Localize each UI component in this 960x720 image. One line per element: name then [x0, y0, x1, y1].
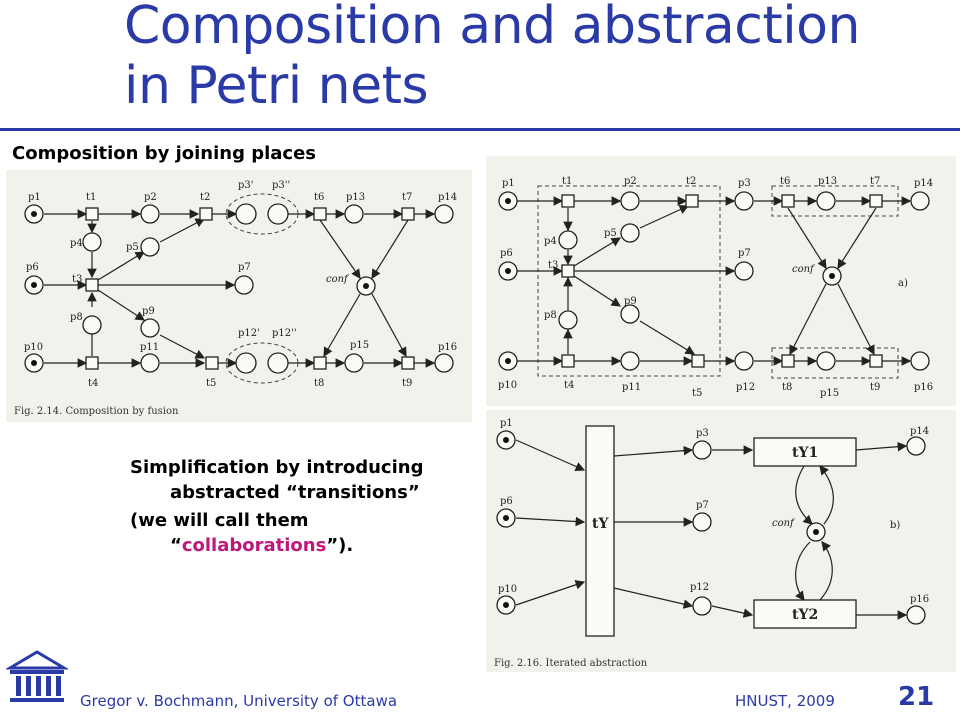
body-line-2: abstracted “transitions” — [170, 482, 420, 503]
label-t2: t2 — [686, 176, 697, 187]
label-t7: t7 — [402, 192, 413, 203]
label-p12: p12 — [690, 582, 710, 593]
label-t1: t1 — [562, 176, 573, 187]
label-p5: p5 — [126, 242, 139, 253]
page-number: 21 — [898, 682, 935, 712]
label-p6: p6 — [500, 496, 513, 507]
label-p4: p4 — [544, 236, 557, 247]
title-line-1: Composition and abstraction — [124, 0, 860, 56]
label-conf: conf — [772, 518, 794, 529]
close-quote: ”). — [326, 535, 354, 556]
title-line-2: in Petri nets — [124, 56, 429, 116]
label-p16: p16 — [438, 342, 458, 353]
label-tY: tY — [592, 516, 609, 532]
label-p10: p10 — [498, 584, 518, 595]
label-p9: p9 — [142, 306, 155, 317]
tag-a: a) — [898, 278, 908, 289]
label-t4: t4 — [564, 380, 575, 391]
label-p13: p13 — [818, 176, 838, 187]
label-t9: t9 — [402, 378, 413, 389]
label-conf: conf — [326, 274, 348, 285]
label-p15: p15 — [350, 340, 370, 351]
title-divider — [0, 128, 960, 131]
label-t9: t9 — [870, 382, 881, 393]
abstraction-diagram — [486, 410, 956, 672]
abstraction-caption: Fig. 2.16. Iterated abstraction — [494, 658, 648, 669]
label-p10: p10 — [24, 342, 44, 353]
label-p16: p16 — [914, 382, 934, 393]
label-p13: p13 — [346, 192, 366, 203]
label-p4: p4 — [70, 238, 83, 249]
label-p1: p1 — [502, 178, 515, 189]
label-t5: t5 — [692, 388, 703, 399]
label-p3b: p3'' — [272, 180, 291, 191]
label-tY2: tY2 — [792, 607, 819, 623]
label-t6: t6 — [314, 192, 325, 203]
fusion-caption: Fig. 2.14. Composition by fusion — [14, 406, 179, 417]
label-p14: p14 — [910, 426, 930, 437]
label-p5: p5 — [604, 228, 617, 239]
label-p14: p14 — [438, 192, 458, 203]
collaborations-highlight: collaborations — [181, 535, 327, 556]
label-t4: t4 — [88, 378, 99, 389]
fusion-figure — [6, 170, 472, 422]
label-t8: t8 — [314, 378, 325, 389]
label-p7: p7 — [238, 262, 251, 273]
label-p1: p1 — [500, 418, 513, 429]
university-building-icon — [6, 648, 68, 712]
label-p2: p2 — [624, 176, 637, 187]
slide-title — [124, 0, 944, 116]
label-t3: t3 — [548, 260, 559, 271]
body-line-3: (we will call them — [130, 510, 309, 531]
label-conf: conf — [792, 264, 814, 275]
label-p11: p11 — [622, 382, 642, 393]
label-p3a: p3' — [238, 180, 254, 191]
label-p2: p2 — [144, 192, 157, 203]
label-t3: t3 — [72, 274, 83, 285]
label-t6: t6 — [780, 176, 791, 187]
label-p6: p6 — [500, 248, 513, 259]
composed-figure — [486, 156, 956, 406]
label-p7: p7 — [738, 248, 751, 259]
open-quote: “ — [170, 535, 182, 556]
label-t1: t1 — [86, 192, 97, 203]
footer-author: Gregor v. Bochmann, University of Ottawa — [80, 692, 398, 710]
label-t5: t5 — [206, 378, 217, 389]
label-p6: p6 — [26, 262, 39, 273]
label-t7: t7 — [870, 176, 881, 187]
tag-b: b) — [890, 520, 901, 531]
footer-venue: HNUST, 2009 — [735, 692, 835, 710]
label-p16: p16 — [910, 594, 930, 605]
label-p3: p3 — [696, 428, 709, 439]
composed-diagram — [486, 156, 956, 406]
label-p9: p9 — [624, 296, 637, 307]
body-line-1: Simplification by introducing — [130, 457, 424, 478]
label-p12: p12 — [736, 382, 756, 393]
label-p10: p10 — [498, 380, 518, 391]
label-t2: t2 — [200, 192, 211, 203]
label-p11: p11 — [140, 342, 160, 353]
label-p14: p14 — [914, 178, 934, 189]
label-p8: p8 — [70, 312, 83, 323]
fusion-diagram — [6, 170, 472, 422]
label-p7: p7 — [696, 500, 709, 511]
label-p12b: p12'' — [272, 328, 297, 339]
body-text — [130, 455, 490, 558]
label-tY1: tY1 — [792, 445, 819, 461]
body-line-4 — [130, 533, 490, 558]
label-p15: p15 — [820, 388, 840, 399]
label-p12a: p12' — [238, 328, 260, 339]
section-heading: Composition by joining places — [12, 143, 317, 164]
abstraction-figure — [486, 410, 956, 672]
label-p3: p3 — [738, 178, 751, 189]
label-p1: p1 — [28, 192, 41, 203]
label-t8: t8 — [782, 382, 793, 393]
label-p8: p8 — [544, 310, 557, 321]
